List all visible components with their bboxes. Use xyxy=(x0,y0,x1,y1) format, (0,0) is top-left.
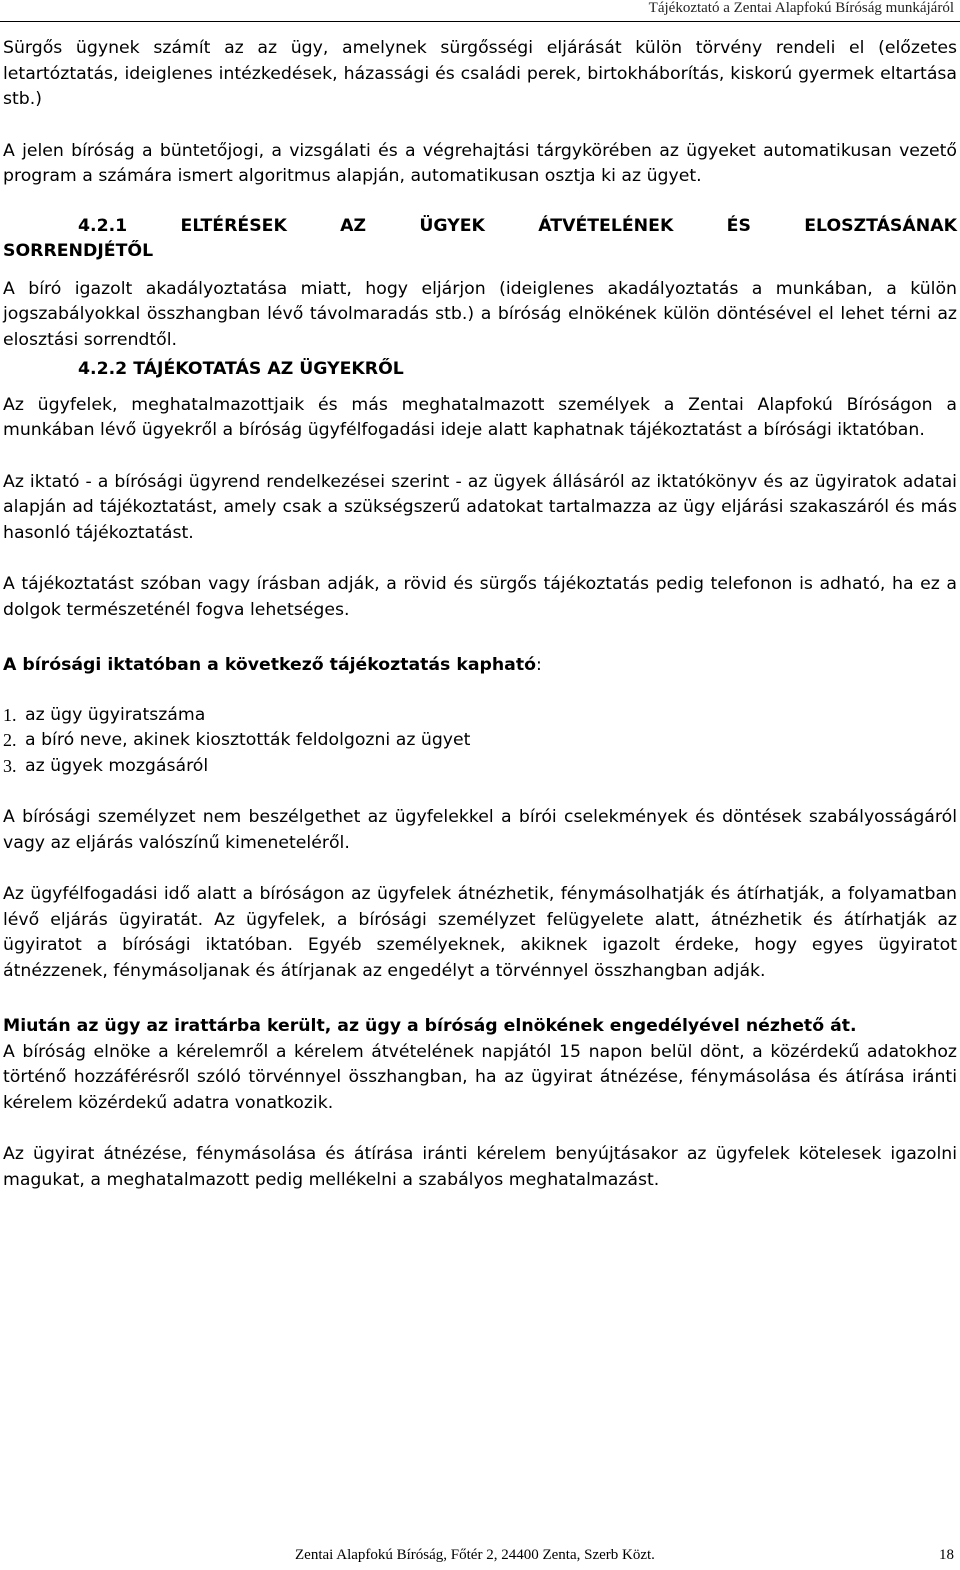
paragraph-urgent-cases: Sürgős ügynek számít az az ügy, amelynek sürgősségi eljárását külön törvény rendeli el (előzetes letartóztatás, ideiglenes intézkedések, házassági és családi perek, birtokháborítás, kiskorú gyermek eltartása stb.) xyxy=(3,38,957,109)
list-item-number: 3. xyxy=(3,755,17,776)
list-item xyxy=(3,728,957,754)
list-item-text: az ügyek mozgásáról xyxy=(25,755,209,776)
page-number: 18 xyxy=(939,1547,954,1563)
running-header: Tájékoztató a Zentai Alapfokú Bíróság munkájáról xyxy=(648,0,954,16)
paragraph-staff-restriction: A bírósági személyzet nem beszélgethet az ügyfelekkel a bírói cselekmények és döntések szabályosságáról vagy az eljárás valószínű kimeneteléről. xyxy=(3,807,957,853)
header-divider xyxy=(0,21,960,22)
section-heading-4-2-1-continued: SORRENDJÉTŐL xyxy=(3,241,154,261)
section-heading-4-2-1: 4.2.1 ELTÉRÉSEK AZ ÜGYEK ÁTVÉTELÉNEK ÉS ELOSZTÁSÁNAK xyxy=(78,215,957,236)
list-item xyxy=(3,754,957,780)
paragraph-automatic-assignment: A jelen bíróság a büntetőjogi, a vizsgálati és a végrehajtási tárgykörében az ügyeket automatikusan vezető program a számára ismert algoritmus alapján, automatikusan osztja ki az ügyet. xyxy=(3,140,957,186)
archive-inspection-notice: Miután az ügy az irattárba került, az ügy a bíróság elnökének engedélyével nézhető át. xyxy=(3,1016,857,1036)
registry-info-lead-colon: : xyxy=(535,655,542,675)
registry-info-lead xyxy=(3,653,957,679)
list-item xyxy=(3,703,957,729)
section-heading-4-2-2: 4.2.2 TÁJÉKOTATÁS AZ ÜGYEKRŐL xyxy=(78,359,404,379)
paragraph-deviation: A bíró igazolt akadályoztatása miatt, hogy eljárjon (ideiglenes akadályoztatás a munkában, a külön jogszabályokkal összhangban lévő távolmaradás stb.) a bíróság elnökének külön döntésével el lehet térni az elosztási sorrendtől. xyxy=(3,278,957,350)
list-item-text: a bíró neve, akinek kiosztották feldolgozni az ügyet xyxy=(25,730,471,750)
list-item-number: 2. xyxy=(3,730,17,750)
registry-info-lead-text: A bírósági iktatóban a következő tájékoztatás kapható xyxy=(3,655,536,675)
list-item-text: az ügy ügyiratszáma xyxy=(25,704,206,725)
registry-info-list xyxy=(3,703,957,780)
paragraph-president-decision: A bíróság elnöke a kérelemről a kérelem átvételének napjától 15 napon belül dönt, a közérdekű adatokhoz történő hozzáférésről szóló törvénnyel összhangban, ha az ügyirat átnézése, fénymásolása és átírása iránti kérelem közérdekű adatra vonatkozik. xyxy=(3,1041,957,1113)
list-item-number: 1. xyxy=(3,704,17,725)
paragraph-registry-information: Az iktató - a bírósági ügyrend rendelkezései szerint - az ügyek állásáról az iktatókönyv és az ügyiratok adatai alapján ad tájékoztatást, amely csak a szükségszerű adatokat tartalmazza az ügy eljárási szakaszáról és más hasonló tájékoztatást. xyxy=(3,471,957,543)
paragraph-file-inspection: Az ügyfélfogadási idő alatt a bíróságon az ügyfelek átnézhetik, fénymásolhatják és átírhatják, a folyamatban lévő eljárás ügyiratát. Az ügyfelek, a bírósági személyzet felügyelete alatt, átnézhetik és átírhatják az ügyiratot a bírósági iktatóban. Egyéb személyeknek, akiknek igazolt érdeke, hogy egyes ügyiratot átnézzenek, fénymásoljanak és átírjanak az engedélyt a törvénnyel összhangban adják. xyxy=(3,884,957,981)
paragraph-identification: Az ügyirat átnézése, fénymásolása és átírása iránti kérelem benyújtásakor az ügyfelek kötelesek igazolni magukat, a meghatalmazott pedig mellékelni a szabályos meghatalmazást. xyxy=(3,1144,957,1190)
paragraph-client-information: Az ügyfelek, meghatalmazottjaik és más meghatalmazott személyek a Zentai Alapfokú Bíróságon a munkában lévő ügyekről a bíróság ügyfélfogadási ideje alatt kaphatnak tájékoztatást a bírósági iktatóban. xyxy=(3,394,957,440)
paragraph-information-form: A tájékoztatást szóban vagy írásban adják, a rövid és sürgős tájékoztatás pedig telefonon is adható, ha ez a dolgok természeténél fogva lehetséges. xyxy=(3,574,957,620)
document-body xyxy=(3,36,957,1219)
footer-address: Zentai Alapfokú Bíróság, Főtér 2, 24400 Zenta, Szerb Közt. xyxy=(295,1547,655,1563)
